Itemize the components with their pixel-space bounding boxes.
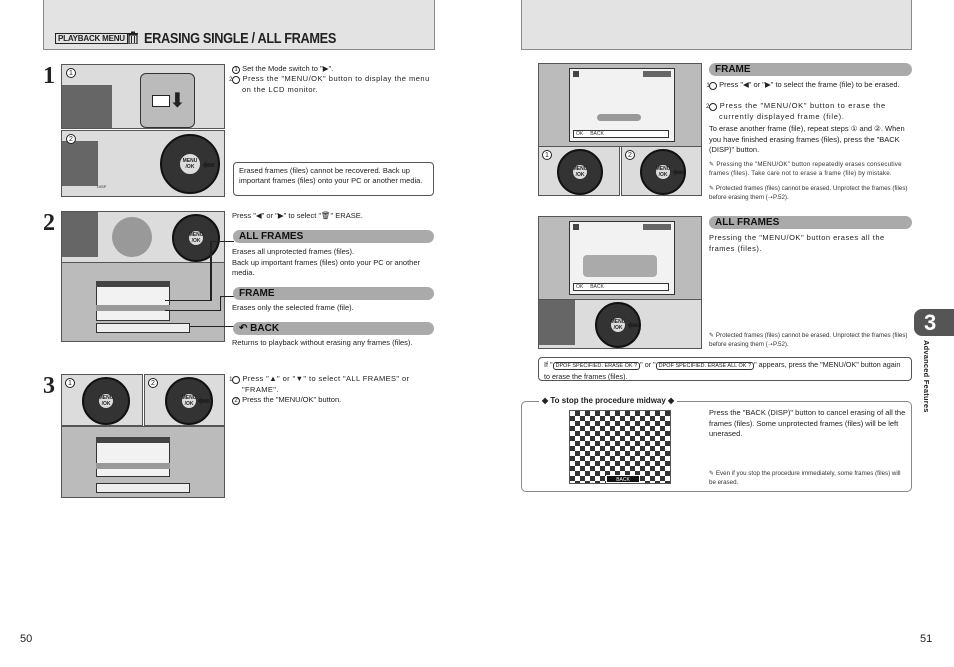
frame-repeat-text: To erase another frame (file), repeat steps ① and ②. When you have finished erasing frames (files), press the "BACK (DISP)" button. — [709, 124, 905, 154]
frame-heading: FRAME — [233, 287, 434, 300]
step-1-number: 1 — [43, 63, 55, 89]
page-title: ERASING SINGLE / ALL FRAMES — [144, 30, 337, 47]
note-icon: ✎ — [709, 185, 715, 192]
all-frames-section-heading: ALL FRAMES — [709, 216, 912, 229]
left-page-number: 50 — [20, 633, 33, 645]
playback-menu-tag: PLAYBACK MENU — [55, 33, 128, 44]
back-description: Returns to playback without erasing any frames (files). — [232, 338, 413, 347]
step-1-dial-image: MENU /OK ⬅ 2 DISP — [61, 130, 225, 197]
all-frames-section-text: Pressing the "MENU/OK" button erases all the frames (files). — [709, 233, 885, 253]
step-1-camera-image: ⬇ 1 — [61, 64, 225, 129]
trash-icon — [127, 31, 139, 44]
stop-procedure-text: Press the "BACK (DISP)" button to cancel erasing of all the frames (files). Some unprotected frames (files) will be left unerased. — [709, 408, 906, 438]
right-page-number: 51 — [920, 633, 933, 645]
step-1-instruction-1: 1 Set the Mode switch to "▶". — [232, 64, 434, 75]
diamond-icon: ◆ — [542, 396, 549, 405]
all-frames-dial-image: MENU /OK ⬅ — [538, 299, 702, 349]
frame-tip-2: ✎ Protected frames (files) cannot be erased. Unprotect the frames (files) before erasing them (➝P.52). — [709, 185, 908, 201]
backup-warning-note: Erased frames (files) cannot be recovered. Back up important frames (files) onto your PC or another media. — [233, 162, 434, 196]
frame-instruction-1: 1 Press "◀" or "▶" to select the frame (file) to be erased. — [706, 80, 900, 89]
step-2-number: 2 — [43, 210, 55, 236]
all-frames-heading: ALL FRAMES — [233, 230, 434, 243]
step-3-instruction-2: 2 Press the "MENU/OK" button. — [232, 395, 434, 406]
frame-dial-image-1: MENU /OK 1 — [538, 146, 620, 196]
step-2-lcd-image — [61, 262, 225, 342]
step-3-instruction-1: 1 Press "▲" or "▼" to select "ALL FRAMES" or "FRAME". — [229, 374, 410, 394]
step-1-instruction-2: 2 Press the "MENU/OK" button to display the menu on the LCD monitor. — [229, 74, 430, 94]
frame-instruction-2: 2 Press the "MENU/OK" button to erase the currently displayed frame (file). — [705, 101, 886, 121]
all-frames-tip: ✎ Protected frames (files) cannot be erased. Unprotect the frames (files) before erasing them (➝P.52). — [709, 332, 908, 348]
all-frames-description: Erases all unprotected frames (files). Back up important frames (files) onto your PC or another media. — [232, 247, 420, 277]
back-label: BACK — [250, 323, 280, 334]
back-arrow-icon: ↶ — [239, 323, 248, 334]
chapter-tab: 3 — [914, 309, 954, 336]
frame-tip-1: ✎ Pressing the "MENU/OK" button repeatedly erases consecutive frames (files). Take care not to erase a frame (file) by mistake. — [709, 161, 902, 177]
dpof-code-1: DPOF SPECIFIED. ERASE OK ? — [553, 362, 641, 370]
frame-lcd-image: OK BACK — [538, 63, 702, 147]
step-3-dial-image-2: MENU /OK ⬅ 2 — [144, 374, 225, 426]
step-3-dial-image-1: MENU /OK 1 — [61, 374, 143, 426]
step-3-number: 3 — [43, 373, 55, 399]
step-2-instruction: Press "◀" or "▶" to select "🗑" ERASE. — [232, 211, 363, 220]
note-icon: ✎ — [709, 470, 715, 477]
step-3-lcd-image — [61, 426, 225, 498]
dpof-code-2: DPOF SPECIFIED. ERASE ALL OK ? — [656, 362, 754, 370]
dpof-note: If " DPOF SPECIFIED. ERASE OK ? " or " DPOF SPECIFIED. ERASE ALL OK ? " appears, press the "MENU/OK" button again to erase the frames (files). — [538, 357, 912, 381]
frame-dial-image-2: MENU /OK ⬅ 2 — [621, 146, 702, 196]
frame-description: Erases only the selected frame (file). — [232, 303, 354, 312]
right-header-band — [521, 0, 912, 50]
stop-procedure-tip: ✎ Even if you stop the procedure immediately, some frames (files) will be erased. — [709, 470, 901, 486]
back-heading — [233, 322, 434, 335]
side-label: Advanced Features — [922, 340, 931, 413]
diamond-icon: ◆ — [668, 396, 675, 405]
step-2-camera-image: MENU /OK — [61, 211, 225, 263]
stop-procedure-heading: ◆ To stop the procedure midway ◆ — [539, 396, 677, 407]
frame-section-heading: FRAME — [709, 63, 912, 76]
all-frames-lcd-image: OK BACK — [538, 216, 702, 300]
note-icon: ✎ — [709, 332, 715, 339]
note-icon: ✎ — [709, 161, 715, 168]
stop-procedure-lcd-image: BACK — [569, 410, 671, 484]
